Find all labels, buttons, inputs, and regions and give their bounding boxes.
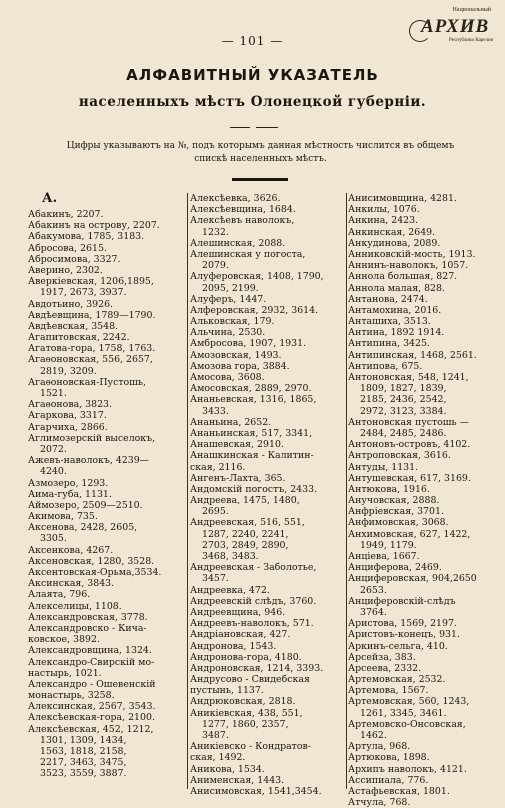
index-entry-continuation: 3305. — [40, 533, 67, 545]
index-entry: Авдотьино, 3926. — [28, 298, 114, 310]
index-entry: Арсеева, 2332. — [348, 662, 422, 674]
section-letter: А. — [42, 191, 58, 206]
index-column-3 — [348, 193, 500, 808]
index-entry: Аима-губа, 1131. — [28, 488, 112, 500]
index-entry: Антамохина, 2016. — [348, 304, 442, 316]
index-entry: Александровская, 3778. — [28, 611, 148, 623]
index-entry: Артемовская, 2532. — [348, 674, 446, 686]
index-entry: Андрусово - Свидебская — [190, 674, 310, 686]
index-entry: Андреевскій слѣдъ, 3760. — [190, 595, 317, 607]
page-subtitle: населенныхъ мѣстъ Олонецкой губерніи. — [78, 94, 427, 110]
index-entry: Амозовская, 1493. — [190, 349, 282, 361]
index-entry: Аксинская, 3843. — [28, 578, 115, 590]
index-entry: ская, 1492. — [190, 752, 246, 764]
index-entry: Агаѳоновская, 556, 2657, — [28, 354, 153, 366]
index-entry: Амосовская, 2889, 2970. — [190, 383, 312, 395]
index-entry: Алешинская у погоста, — [190, 248, 306, 260]
index-entry: Абакинъ на острову, 2207. — [28, 220, 160, 232]
index-entry: Арсейза, 383. — [348, 651, 416, 663]
index-entry-continuation: 1301, 1309, 1434, — [40, 734, 127, 746]
index-entry: Александровщина, 1324. — [28, 645, 152, 657]
index-entry: Аймозеро, 2509—2510. — [28, 499, 143, 511]
divider-dash — [230, 127, 250, 128]
index-entry: Аксенова, 2428, 2605, — [28, 522, 138, 534]
index-entry: Агапитовская, 2242. — [28, 332, 130, 344]
index-entry: Андрюковская, 2818. — [190, 696, 296, 708]
index-entry: Андронова-гора, 4180. — [190, 651, 302, 663]
index-entry-continuation: 1563, 1818, 2158, — [40, 746, 127, 757]
index-entry-continuation: 1261, 3345, 3461. — [360, 707, 447, 719]
index-entry: Ананьевская, 1316, 1865, — [190, 394, 317, 406]
page-title: АЛФАВИТНЫЙ УКАЗАТЕЛЬ — [126, 66, 379, 84]
index-entry: Алферовская, 2932, 3614. — [190, 304, 319, 316]
index-entry: Абросова, 2615. — [28, 242, 107, 254]
index-entry-continuation: 1232. — [202, 226, 229, 238]
index-entry: Аникіевско - Кондратов- — [190, 741, 311, 753]
index-entry-continuation: 2095, 2199. — [202, 282, 259, 294]
index-entry: Андреевская, 516, 551, — [190, 517, 305, 529]
index-entry: Алексѣевъ наволокъ, — [190, 215, 295, 227]
index-entry: Александро - Ошевенскій — [28, 678, 156, 690]
index-entry: Агарчиха, 2866. — [28, 421, 108, 433]
index-entry: Андреевъ-наволокъ, 571. — [190, 618, 314, 630]
index-entry-continuation: 1287, 2240, 2241, — [202, 528, 289, 540]
index-entry: Артемовско-Онсовская, — [348, 718, 466, 730]
index-entry: Анциферовскій-слѣдъ — [348, 595, 456, 607]
index-entry: Алексѣевщина, 1684. — [190, 204, 296, 216]
index-entry: Анисимовская, 1541,3454. — [190, 785, 322, 797]
index-entry: Александро-Свирскій мо- — [28, 656, 155, 668]
index-entry: Альковская, 179. — [190, 316, 275, 328]
index-entry-continuation: 2819, 3209. — [40, 365, 97, 377]
index-entry: Артюкова, 1898. — [348, 752, 430, 764]
index-entry: Алаята, 796. — [28, 589, 91, 601]
index-entry: Анкудинова, 2089. — [348, 237, 441, 249]
index-entry-continuation: 1949, 1179. — [360, 539, 417, 551]
index-entry: Аннинъ-наволокъ, 1057. — [348, 260, 469, 272]
index-entry: Анфимовская, 3068. — [348, 517, 449, 529]
index-entry: Андомскій погостъ, 2433. — [190, 483, 318, 495]
index-entry: Аксеновская, 1280, 3528. — [28, 555, 155, 567]
index-entry: Альчина, 2530. — [190, 327, 266, 339]
index-entry: Ангенъ-Лахта, 365. — [190, 472, 286, 484]
index-entry: Авдѣевская, 3548. — [28, 320, 119, 332]
index-entry: Абакумова, 1785, 3183. — [28, 231, 145, 243]
index-entry: Алексѣевка, 3626. — [190, 193, 281, 204]
index-entry: Аннола малая, 828. — [348, 282, 445, 294]
index-entry: Антипинская, 1468, 2561. — [348, 349, 477, 361]
index-entry-continuation: 3468, 3483. — [202, 551, 259, 562]
index-entry: Андріановская, 427. — [190, 629, 291, 641]
index-entry: Анфріевская, 3701. — [348, 506, 444, 518]
index-entry: Алешинская, 2088. — [190, 237, 286, 249]
index-entry: Анкина, 2423. — [348, 215, 419, 227]
index-column-2 — [190, 193, 350, 797]
index-entry: Астафьевская, 1801. — [348, 785, 450, 797]
index-entry: Атчула, 768. — [348, 797, 411, 808]
index-entry: Азмозеро, 1293. — [28, 477, 109, 489]
index-entry: Алуферовская, 1408, 1790, — [190, 271, 324, 283]
divider-dash — [256, 127, 278, 128]
index-entry: Антина, 1892 1914. — [348, 327, 445, 339]
index-entry: ковское, 3892. — [28, 634, 100, 646]
index-entry-continuation: 3764. — [360, 606, 387, 618]
index-entry: Антуды, 1131. — [348, 461, 419, 473]
index-entry: Андреевская - Заболотье, — [190, 562, 317, 574]
index-entry: Антроповская, 3616. — [348, 450, 451, 462]
index-entry: Андроновская, 1214, 3393. — [190, 662, 324, 674]
index-entry: Аристова, 1569, 2197. — [348, 618, 457, 630]
index-entry: Анціева, 1667. — [348, 551, 420, 562]
index-entry-continuation: 1521. — [40, 388, 67, 399]
index-entry: Александровско - Кича- — [28, 622, 147, 634]
index-entry-continuation: 3457. — [202, 573, 229, 585]
index-entry: Алекселицы, 1108. — [28, 600, 122, 612]
index-entry: монастырь, 3258. — [28, 690, 115, 702]
index-entry-continuation: 2703, 2849, 2890, — [202, 539, 289, 551]
index-entry: Агаркова, 3317. — [28, 410, 107, 422]
index-entry: Антушевская, 617, 3169. — [348, 472, 471, 484]
index-entry-continuation: 1917, 2673, 3937. — [40, 287, 127, 299]
index-entry: настырь, 1021. — [28, 667, 102, 679]
index-entry: Авдѣевщина, 1789—1790. — [28, 309, 156, 321]
index-entry: Антипова, 675. — [348, 360, 423, 372]
index-entry-continuation: 3433. — [202, 405, 229, 417]
index-entry: Артула, 968. — [348, 741, 411, 753]
index-entry: Аникова, 1534. — [190, 763, 265, 775]
note-line: спискѣ населенныхъ мѣстъ. — [194, 154, 327, 164]
index-entry: Андреева, 1475, 1480, — [190, 495, 300, 507]
index-entry: Анкилы, 1076. — [348, 204, 420, 216]
index-entry: Антюкова, 1916. — [348, 483, 430, 495]
index-entry-continuation: 2972, 3123, 3384. — [360, 405, 447, 417]
index-entry: ская, 2116. — [190, 461, 246, 473]
index-entry: Артемова, 1567. — [348, 685, 429, 697]
index-entry: Антоновъ-островъ, 4102. — [348, 439, 471, 451]
index-entry: Аксентовская-Орьма,3534. — [28, 567, 162, 578]
index-entry-continuation: 1462. — [360, 730, 387, 741]
index-entry: Алексѣевская, 452, 1212, — [28, 723, 154, 735]
index-entry: Антанова, 2474. — [348, 293, 428, 305]
index-entry: Антипина, 3425. — [348, 338, 430, 350]
index-entry: Анташиха, 3513. — [348, 316, 431, 328]
index-entry: Анциферовская, 904,2650 — [348, 573, 477, 585]
index-entry: Ананьина, 2652. — [190, 416, 272, 428]
index-entry: Амозова гора, 3884. — [190, 360, 290, 372]
index-entry: Анашкинская - Калитин- — [190, 450, 314, 462]
logo-top-text: Национальный — [452, 7, 491, 13]
index-entry-continuation: 3487. — [202, 730, 229, 741]
index-column-1 — [28, 193, 188, 780]
index-entry: Агатова-гора, 1758, 1763. — [28, 343, 156, 355]
index-entry-continuation: 2484, 2485, 2486. — [360, 427, 447, 439]
index-entry: Аннола большая, 827. — [348, 271, 458, 283]
index-entry: Анисимовщина, 4281. — [348, 193, 457, 204]
index-entry: Анкинская, 2649. — [348, 226, 436, 238]
index-entry: Алексинская, 2567, 3543. — [28, 701, 156, 713]
index-entry: Андреевка, 472. — [190, 584, 270, 596]
section-divider — [232, 178, 288, 181]
index-entry: Аверино, 2302. — [28, 264, 103, 276]
index-entry: Аксенкова, 4267. — [28, 544, 114, 556]
index-entry-continuation: 2695. — [202, 506, 229, 518]
index-entry: Аверкіевская, 1206,1895, — [28, 276, 154, 288]
index-entry: Абросимова, 3327. — [28, 253, 121, 265]
index-entry: Антоновская пустошь — — [348, 416, 469, 428]
index-entry-continuation: 1277, 1860, 2357, — [202, 718, 289, 730]
index-entry: Андронова, 1543. — [190, 640, 277, 652]
index-entry: Абакинъ, 2207. — [28, 209, 104, 220]
index-entry: Андреевщина, 946. — [190, 606, 286, 618]
index-entry: Анименская, 1443. — [190, 774, 285, 786]
index-entry: Ананьинская, 517, 3341, — [190, 427, 313, 439]
index-entry: Ажевъ-наволокъ, 4239— — [28, 455, 150, 467]
index-entry: Амосова, 3608. — [190, 372, 265, 383]
index-entry: Анциферова, 2469. — [348, 562, 442, 574]
index-entry: Аристовъ-конецъ, 931. — [348, 629, 460, 641]
index-entry: Анниковскій-мость, 1913. — [348, 248, 476, 260]
index-entry-continuation: 4240. — [40, 466, 67, 478]
page-number: — 101 — — [221, 34, 284, 48]
index-entry: пустынь, 1137. — [190, 685, 264, 697]
index-entry-continuation: 2072. — [40, 443, 67, 455]
note-line: Цифры указываютъ на №, подъ которымъ данная мѣстность числится въ общемъ — [66, 141, 455, 151]
explanatory-note — [56, 140, 465, 166]
index-entry: Алуферъ, 1447. — [190, 293, 267, 305]
index-entry: Антоновская, 548, 1241, — [348, 372, 469, 383]
logo-main-text: АРХИВ — [421, 16, 490, 37]
index-entry: Акимова, 735. — [28, 511, 98, 523]
index-entry: Анучовская, 2888. — [348, 495, 440, 507]
index-entry: Ассипиала, 776. — [348, 774, 429, 786]
index-entry-continuation: 3523, 3559, 3887. — [40, 768, 127, 780]
index-entry: Архипъ наволокъ, 4121. — [348, 763, 467, 775]
index-entry: Аркинъ-сельга, 410. — [348, 640, 448, 652]
index-entry: Агаѳоновская-Пустошь, — [28, 376, 146, 388]
index-entry: Анашевская, 2910. — [190, 439, 284, 451]
index-entry: Аглимозерскій выселокъ, — [28, 432, 156, 444]
logo-bottom-text: Республики Карелия — [448, 38, 493, 43]
index-entry-continuation: 2653. — [360, 584, 387, 596]
index-entry: Агаѳонова, 3823. — [28, 399, 112, 411]
index-entry: Аникіевская, 438, 551, — [190, 707, 303, 719]
index-entry-continuation: 2185, 2436, 2542, — [360, 394, 447, 406]
index-entry: Алексѣевская-гора, 2100. — [28, 712, 155, 724]
index-entry-continuation: 2079. — [202, 260, 229, 272]
index-entry: Амбросова, 1907, 1931. — [190, 338, 307, 350]
index-entry: Артемовская, 560, 1243, — [348, 696, 470, 708]
index-entry-continuation: 2217, 3463, 3475, — [40, 757, 127, 769]
index-entry-continuation: 1809, 1827, 1839, — [360, 383, 447, 395]
index-entry: Анхимовская, 627, 1422, — [348, 528, 471, 540]
